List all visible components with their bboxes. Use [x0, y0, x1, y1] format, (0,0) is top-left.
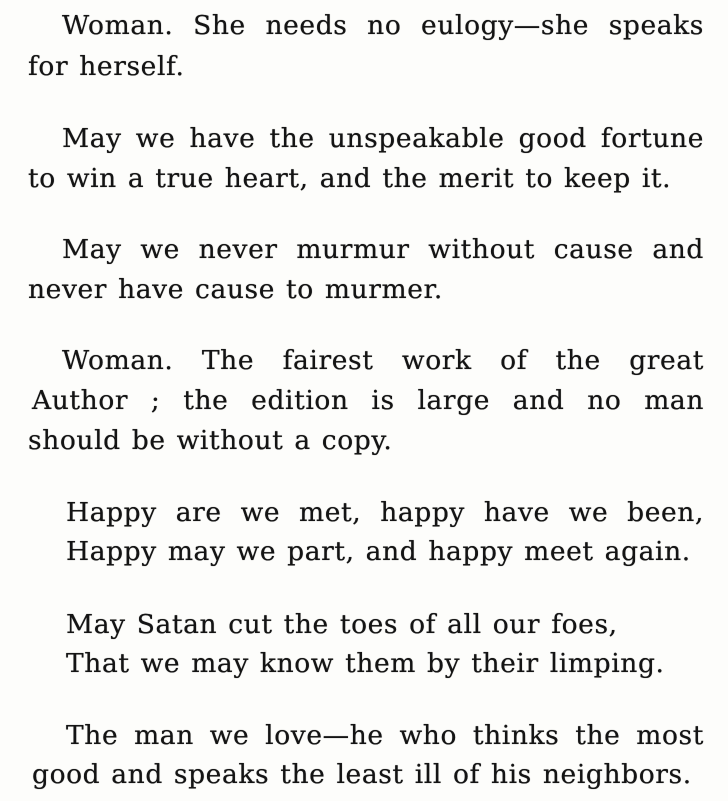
toast-4-line-1: Woman. The fairest work of the great [62, 345, 704, 376]
toast-7-line-1: The man we love—he who thinks the most [66, 720, 704, 751]
toast-1-line-2: for herself. [28, 51, 185, 82]
toast-7-line-2: good and speaks the least ill of his neighbors. [32, 759, 692, 790]
toast-4-line-3: should be without a copy. [28, 425, 393, 456]
toast-3-line-1: May we never murmur without cause and [62, 234, 704, 265]
toast-1-line-1: Woman. She needs no eulogy—she speaks [62, 10, 704, 41]
toast-3-line-2: never have cause to murmer. [28, 274, 443, 305]
toast-6-line-2: That we may know them by their limping. [66, 648, 665, 679]
toast-5-line-2: Happy may we part, and happy meet again. [66, 536, 691, 567]
toast-6-line-1: May Satan cut the toes of all our foes, [66, 609, 618, 640]
toast-4-line-2: Author ; the edition is large and no man [32, 385, 704, 416]
toast-5-line-1: Happy are we met, happy have we been, [66, 497, 704, 528]
toast-2-line-1: May we have the unspeakable good fortune [62, 123, 704, 154]
toast-2-line-2: to win a true heart, and the merit to keep it. [28, 163, 672, 194]
